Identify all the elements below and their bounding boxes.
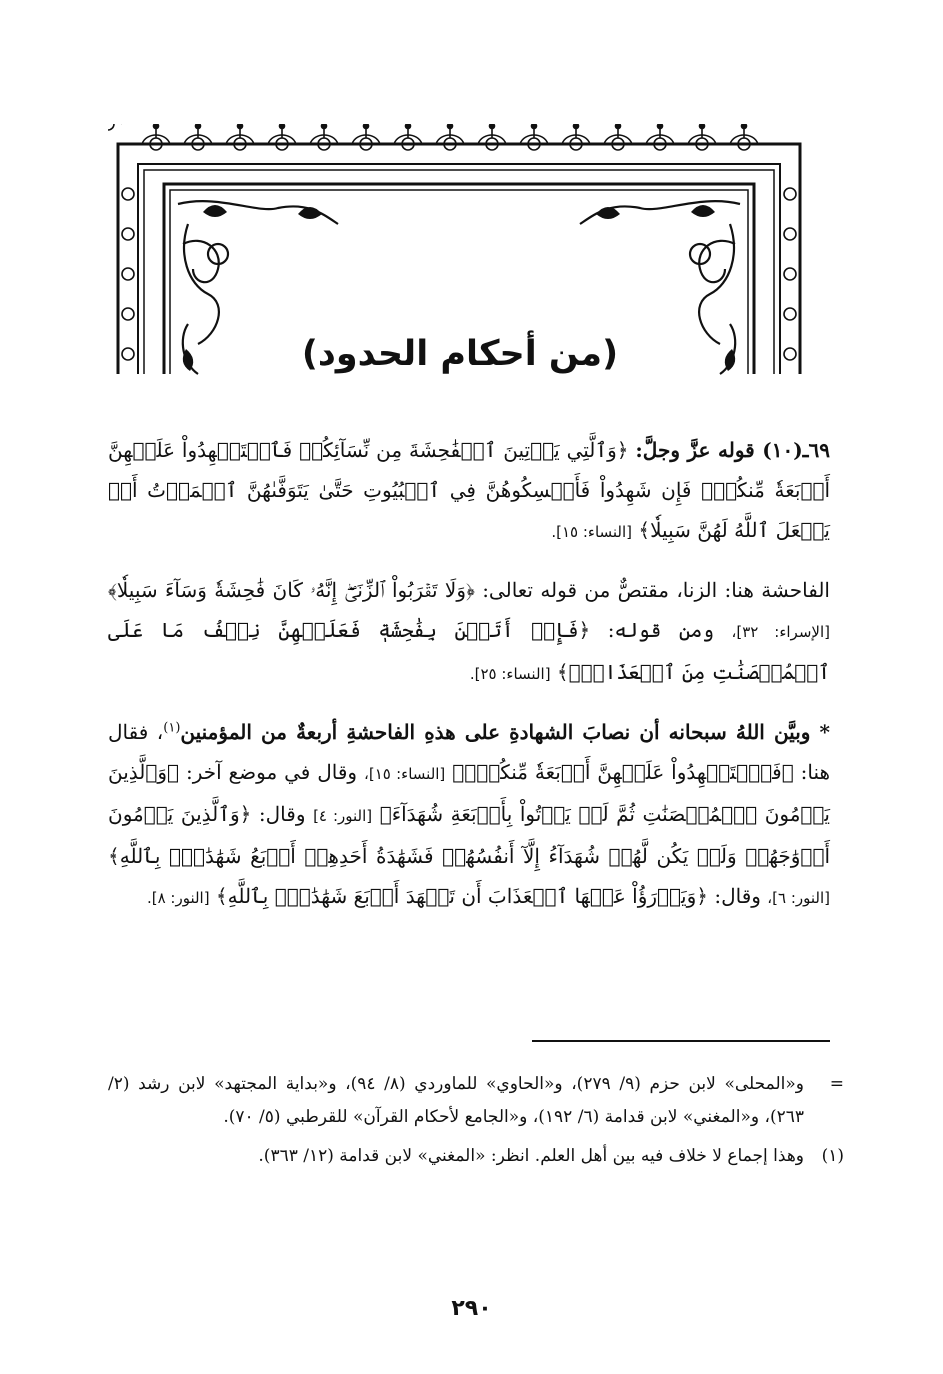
footnote-mark: (١)	[821, 1146, 844, 1166]
page-number: ٢٩٠	[451, 1296, 492, 1321]
verse-reference: [الإسراء: ٣٢]،	[731, 623, 830, 641]
quran-verse: ﴿وَٱلَّذِينَ يَرۡمُونَ أَزۡوَٰجَهُمۡ وَلَمۡ يَكُن لَّهُمۡ شُهَدَآءُ إِلَّآ أَنفُسُهُمۡ فَشَهَٰدَةُ أَحَدِهِمۡ أَرۡبَعُ شَهَٰدَٰتِۭ بِٱللَّهِ﴾	[108, 802, 830, 868]
footnote-item	[108, 1068, 844, 1134]
verse-reference: [النساء: ٢٥].	[469, 665, 551, 683]
quran-verse: ﴿وَٱلَّذِينَ يَرۡمُونَ ٱلۡمُحۡصَنَٰتِ ثُمَّ لَمۡ يَأۡتُواْ بِأَرۡبَعَةِ شُهَدَآءَ﴾	[108, 760, 830, 826]
quran-verse: ﴿وَلَا تَقۡرَبُواْ ٱلزِّنَىٰٓۖ إِنَّهُۥ كَانَ فَٰحِشَةٗ وَسَآءَ سَبِيلٗا﴾	[108, 578, 475, 602]
footnotes	[108, 1068, 844, 1179]
footnote-marker[interactable]: (١)	[163, 720, 181, 736]
footnote-mark: =	[829, 1074, 844, 1094]
paragraph-1	[108, 430, 830, 552]
footnote-item	[108, 1140, 844, 1173]
quran-verse: ﴿وَيَدۡرَؤُاْ عَنۡهَا ٱلۡعَذَابَ أَن تَشۡهَدَ أَرۡبَعَ شَهَٰدَٰتِۭ بِٱللَّهِ﴾	[215, 884, 708, 908]
quran-verse: ﴿فَٱسۡتَشۡهِدُواْ عَلَيۡهِنَّ أَرۡبَعَةٗ مِّنكُمۡۖ﴾	[452, 760, 794, 784]
paragraph-2	[108, 570, 830, 694]
verse-reference: [النور: ٦]،	[767, 889, 830, 907]
paragraph-text: وقال:	[714, 884, 761, 908]
item-number-heading: ٦٩ـ(١٠) قوله عزَّ وجلَّ:	[635, 438, 831, 462]
paragraph-text: ومن قوله:	[607, 618, 715, 642]
main-body	[108, 430, 830, 936]
chapter-title: (من أحكام الحدود)	[301, 334, 619, 374]
footnote-text: وهذا إجماع لا خلاف فيه بين أهل العلم. انظر: «المغني» لابن قدامة (١٢/ ٣٦٣).	[258, 1146, 804, 1166]
paragraph-bold-text: * وبيَّن اللهُ سبحانه أن نصابَ الشهادةِ على هذهِ الفاحشةِ أربعةٌ من المؤمنين	[180, 720, 830, 744]
verse-reference: [النساء: ١٥]،	[363, 765, 446, 783]
footnote-text: و«المحلى» لابن حزم (٩/ ٢٧٩)، و«الحاوي» للماوردي (٨/ ٩٤)، و«بداية المجتهد» لابن رشد (٢/ ٢٦٣)، و«المغني» لابن قدامة (٦/ ١٩٢)، و«الجامع لأحكام القرآن» للقرطبي (٥/ ٧٠).	[108, 1074, 804, 1127]
quran-verse: ﴿وَٱلَّتِي يَأۡتِينَ ٱلۡفَٰحِشَةَ مِن نِّسَآئِكُمۡ فَٱسۡتَشۡهِدُواْ عَلَيۡهِنَّ أَرۡبَعَةٗ مِّنكُمۡۖ فَإِن شَهِدُواْ فَأَمۡسِكُوهُنَّ فِي ٱلۡبُيُوتِ حَتَّىٰ يَتَوَفَّىٰهُنَّ ٱلۡمَوۡتُ أَوۡ يَجۡعَلَ ٱللَّهُ لَهُنَّ سَبِيلٗا﴾	[108, 438, 831, 542]
verse-reference: [النور: ٨].	[146, 889, 210, 907]
paragraph-text: ، فقال هنا:	[108, 720, 831, 784]
paragraph-text: وقال في موضع آخر:	[185, 760, 358, 784]
verse-reference: [النور: ٤]	[313, 807, 373, 825]
verse-reference: [النساء: ١٥].	[551, 523, 633, 541]
quran-verse: ﴿فَإِنۡ أَتَيۡنَ بِفَٰحِشَةٖ فَعَلَيۡهِنَّ نِصۡفُ مَا عَلَى ٱلۡمُحۡصَنَٰتِ مِنَ ٱلۡعَذَابِۚ﴾	[108, 618, 830, 684]
paragraph-text: وقال:	[258, 802, 306, 826]
paragraph-3	[108, 712, 830, 918]
footnote-divider	[532, 1040, 830, 1042]
paragraph-text: الفاحشة هنا: الزنا، مقتصٌّ من قوله تعالى:	[482, 578, 830, 602]
